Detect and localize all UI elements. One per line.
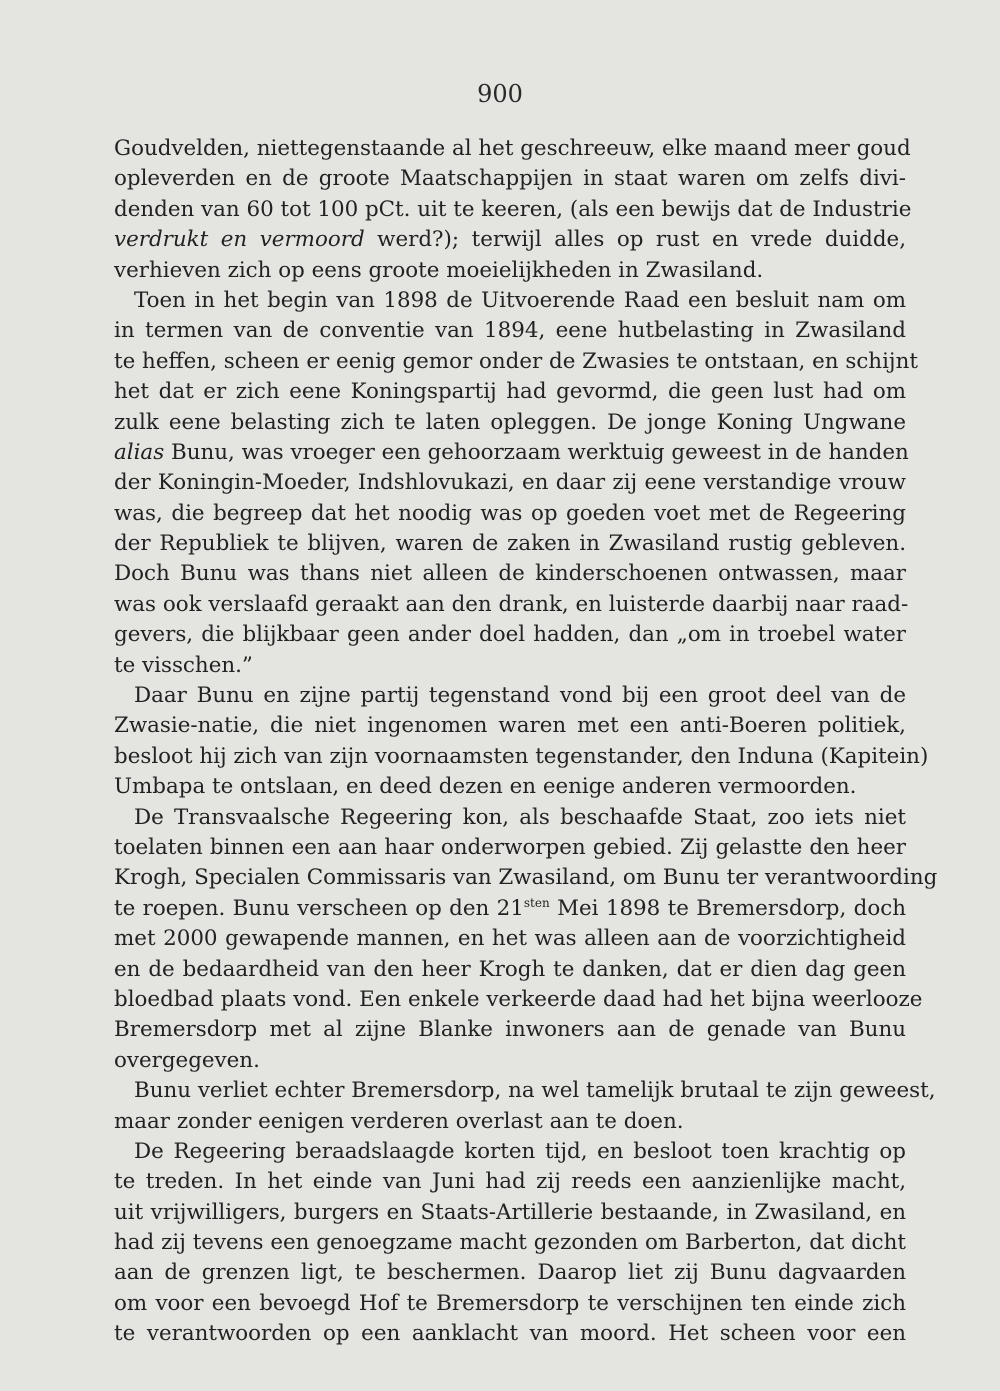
text-line: uit vrijwilligers, burgers en Staats-Artillerie bestaande, in Zwasiland, en <box>114 1199 906 1225</box>
text-line: met 2000 gewapende mannen, en het was alleen aan de voorzichtigheid <box>114 926 906 952</box>
text-line: om voor een bevoegd Hof te Bremersdorp te verschijnen ten einde zich <box>114 1290 906 1316</box>
text-line: Goudvelden, niettegenstaande al het geschreeuw, elke maand meer goud <box>114 136 911 161</box>
italic-text: alias <box>114 439 165 465</box>
text-line <box>114 225 906 255</box>
text-line <box>114 438 909 468</box>
text-line: het dat er zich eene Koningspartij had gevormd, die geen lust had om <box>114 379 906 405</box>
text-run: te roepen. Bunu verscheen op den 21 <box>114 895 524 921</box>
text-line: der Koningin-Moeder, Indshlovukazi, en daar zij eene verstandige vrouw <box>114 470 906 496</box>
text-line: De Transvaalsche Regeering kon, als beschaafde Staat, zoo iets niet <box>134 804 906 830</box>
text-line: overgegeven. <box>114 1047 260 1073</box>
text-line: Bunu verliet echter Bremersdorp, na wel tamelijk brutaal te zijn geweest, <box>134 1078 936 1104</box>
text-line: Toen in het begin van 1898 de Uitvoerende Raad een besluit nam om <box>134 287 906 313</box>
text-run: Mei 1898 te Bremersdorp, doch <box>549 895 906 921</box>
text-line: toelaten binnen een aan haar onderworpen gebied. Zij gelastte den heer <box>114 834 906 860</box>
text-run: Bunu, was vroeger een gehoorzaam werktuig geweest in de handen <box>164 439 909 465</box>
text-line: Daar Bunu en zijne partij tegenstand vond bij een groot deel van de <box>134 683 906 709</box>
text-line: en de bedaardheid van den heer Krogh te danken, dat er dien dag geen <box>114 956 906 982</box>
italic-text: verdrukt en vermoord <box>114 227 365 253</box>
text-line: te treden. In het einde van Juni had zij reeds een aanzienlijke macht, <box>114 1169 906 1195</box>
text-run: werd?); terwijl alles op rust en vrede duidde, <box>364 227 906 253</box>
page-number: 900 <box>477 80 523 108</box>
text-line: Umbapa te ontslaan, en deed dezen en eenige anderen vermoorden. <box>114 774 857 800</box>
text-line: te verantwoorden op een aanklacht van moord. Het scheen voor een <box>114 1321 906 1347</box>
text-line: was, die begreep dat het noodig was op goeden voet met de Regeering <box>114 500 906 526</box>
text-line: denden van 60 tot 100 pCt. uit te keeren, (als een bewijs dat de Industrie <box>114 196 912 222</box>
text-line: Doch Bunu was thans niet alleen de kinderschoenen ontwassen, maar <box>114 561 906 587</box>
text-line: bloedbad plaats vond. Een enkele verkeerde daad had het bijna weerlooze <box>114 986 923 1012</box>
text-line: Zwasie-natie, die niet ingenomen waren met een anti-Boeren politiek, <box>114 713 906 739</box>
text-line: De Regeering beraadslaagde korten tijd, en besloot toen krachtig op <box>134 1138 906 1164</box>
text-line: was ook verslaafd geraakt aan den drank, en luisterde daarbij naar raad- <box>114 591 909 617</box>
body-text <box>114 134 938 1350</box>
superscript-text: sten <box>523 895 550 910</box>
text-line: besloot hij zich van zijn voornaamsten tegenstander, den Induna (Kapitein) <box>114 743 929 769</box>
text-line: maar zonder eenigen verderen overlast aan te doen. <box>114 1108 684 1134</box>
text-line: gevers, die blijkbaar geen ander doel hadden, dan „om in troebel water <box>114 622 906 648</box>
text-line: had zij tevens een genoegzame macht gezonden om Barberton, dat dicht <box>114 1230 906 1256</box>
text-line: aan de grenzen ligt, te beschermen. Daarop liet zij Bunu dagvaarden <box>114 1260 906 1286</box>
text-line: Krogh, Specialen Commissaris van Zwasiland, om Bunu ter verantwoording <box>114 865 938 891</box>
text-line <box>114 894 906 924</box>
text-line: zulk eene belasting zich te laten opleggen. De jonge Koning Ungwane <box>114 409 906 435</box>
text-line: te heffen, scheen er eenig gemor onder de Zwasies te ontstaan, en schijnt <box>114 348 918 374</box>
text-line: in termen van de conventie van 1894, eene hutbelasting in Zwasiland <box>114 318 906 344</box>
text-line: verhieven zich op eens groote moeielijkheden in Zwasiland. <box>114 257 764 283</box>
text-line: der Republiek te blijven, waren de zaken in Zwasiland rustig gebleven. <box>114 531 906 557</box>
text-line: opleverden en de groote Maatschappijen in staat waren om zelfs divi- <box>114 166 906 192</box>
text-line: te visschen.” <box>114 652 253 678</box>
text-line: Bremersdorp met al zijne Blanke inwoners aan de genade van Bunu <box>114 1017 906 1043</box>
